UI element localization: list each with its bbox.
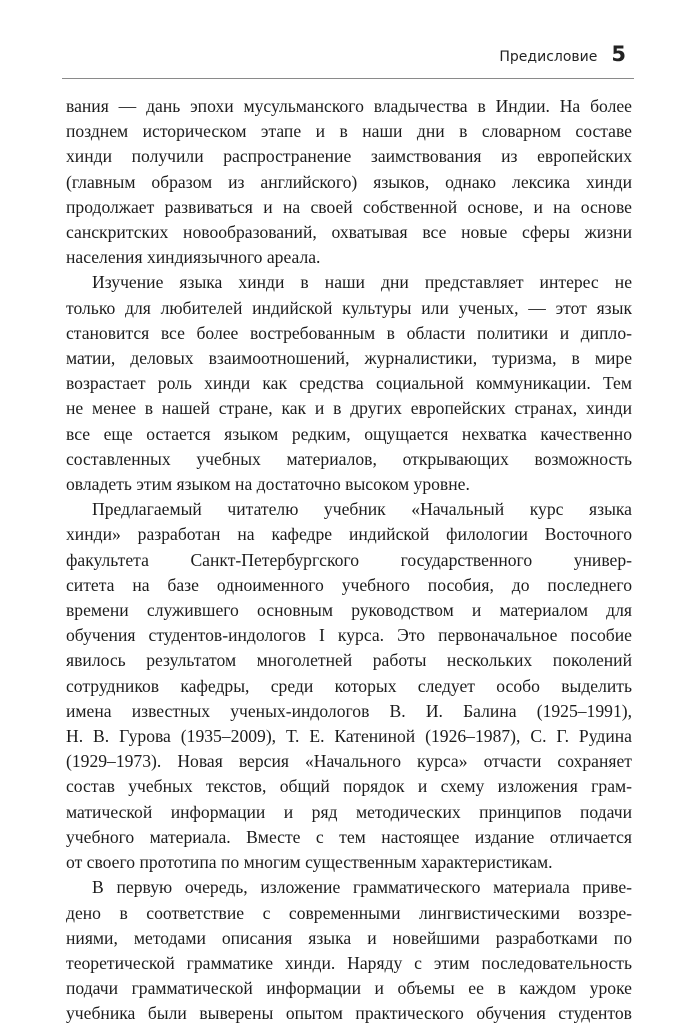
paragraph — [66, 497, 632, 875]
text-line: обучения студентов-индологов I курса. Это первоначальное пособие — [66, 625, 632, 646]
page-number: 5 — [611, 42, 626, 66]
text-line: В первую очередь, изложение грамматического материала приве- — [92, 877, 632, 898]
text-line: подачи грамматической информации и объемы ее в каждом уроке — [66, 978, 632, 999]
text-line: матической информации и ряд методических принципов подачи — [66, 801, 632, 822]
paragraph — [66, 270, 632, 497]
text-line: сотрудников кафедры, среди которых следует особо выделить — [66, 675, 632, 696]
text-line: вания — дань эпохи мусульманского владычества в Индии. На более — [66, 96, 632, 116]
text-line: имена известных ученых-индологов В. И. Балина (1925–1991), — [66, 700, 632, 721]
text-line: Н. В. Гурова (1935–2009), Т. Е. Катениной (1926–1987), С. Г. Рудина — [66, 726, 632, 747]
text-line: дено в соответствие с современными лингвистическими воззре- — [66, 902, 632, 923]
text-line: овладеть этим языком на достаточно высоком уровне. — [66, 474, 470, 495]
paragraph — [66, 875, 632, 1026]
text-line: учебника были выверены опытом практического обучения студентов — [66, 1003, 632, 1024]
text-line: населения хиндиязычного ареала. — [66, 247, 321, 268]
body-text — [66, 94, 632, 1027]
text-line: учебного материала. Вместе с тем настоящее издание отличается — [66, 826, 632, 847]
text-line: хинди получили распространение заимствования из европейских — [66, 146, 632, 167]
text-line: факультета Санкт-Петербургского государственного универ- — [66, 549, 632, 570]
text-line: все еще остается языком редким, ощущается нехватка качественно — [66, 423, 632, 444]
text-line: не менее в нашей стране, как и в других европейских странах, хинди — [66, 398, 632, 419]
text-line: явилось результатом многолетней работы нескольких поколений — [66, 650, 632, 671]
text-line: от своего прототипа по многим существенным характеристикам. — [66, 852, 553, 873]
paragraph — [66, 94, 632, 270]
text-line: Изучение языка хинди в наши дни представляет интерес не — [92, 272, 632, 293]
text-line: состав учебных текстов, общий порядок и схему изложения грам- — [66, 776, 632, 797]
text-line: ниями, методами описания языка и новейшими разработками по — [66, 927, 632, 948]
text-line: составленных учебных материалов, открывающих возможность — [66, 448, 632, 469]
text-line: только для любителей индийской культуры или ученых, — этот язык — [66, 297, 632, 318]
text-line: теоретической грамматике хинди. Наряду с этим последовательность — [66, 952, 632, 973]
text-line: ситета на базе одноименного учебного пособия, до последнего — [66, 574, 632, 595]
text-line: хинди» разработан на кафедре индийской филологии Восточного — [66, 524, 632, 545]
running-title: Предисловие — [499, 49, 598, 65]
text-line: возрастает роль хинди как средства социальной коммуникации. Тем — [66, 373, 632, 394]
text-line: Предлагаемый читателю учебник «Начальный курс языка — [92, 499, 632, 520]
text-line: времени служившего основным руководством и материалом для — [66, 600, 632, 621]
text-line: становится все более востребованным в области политики и дипло- — [66, 322, 632, 343]
text-line: продолжает развиваться и на своей собственной основе, и на основе — [66, 196, 632, 217]
text-line: (главным образом из английского) языков, однако лексика хинди — [66, 171, 632, 192]
header-rule — [62, 78, 634, 79]
running-head — [499, 42, 626, 66]
text-line: санскритских новообразований, охватывая все новые сферы жизни — [66, 222, 632, 243]
text-line: позднем историческом этапе и в наши дни в словарном составе — [66, 121, 632, 142]
text-line: (1929–1973). Новая версия «Начального курса» отчасти сохраняет — [66, 751, 632, 772]
text-line: матии, деловых взаимоотношений, журналистики, туризма, в мире — [66, 348, 632, 369]
